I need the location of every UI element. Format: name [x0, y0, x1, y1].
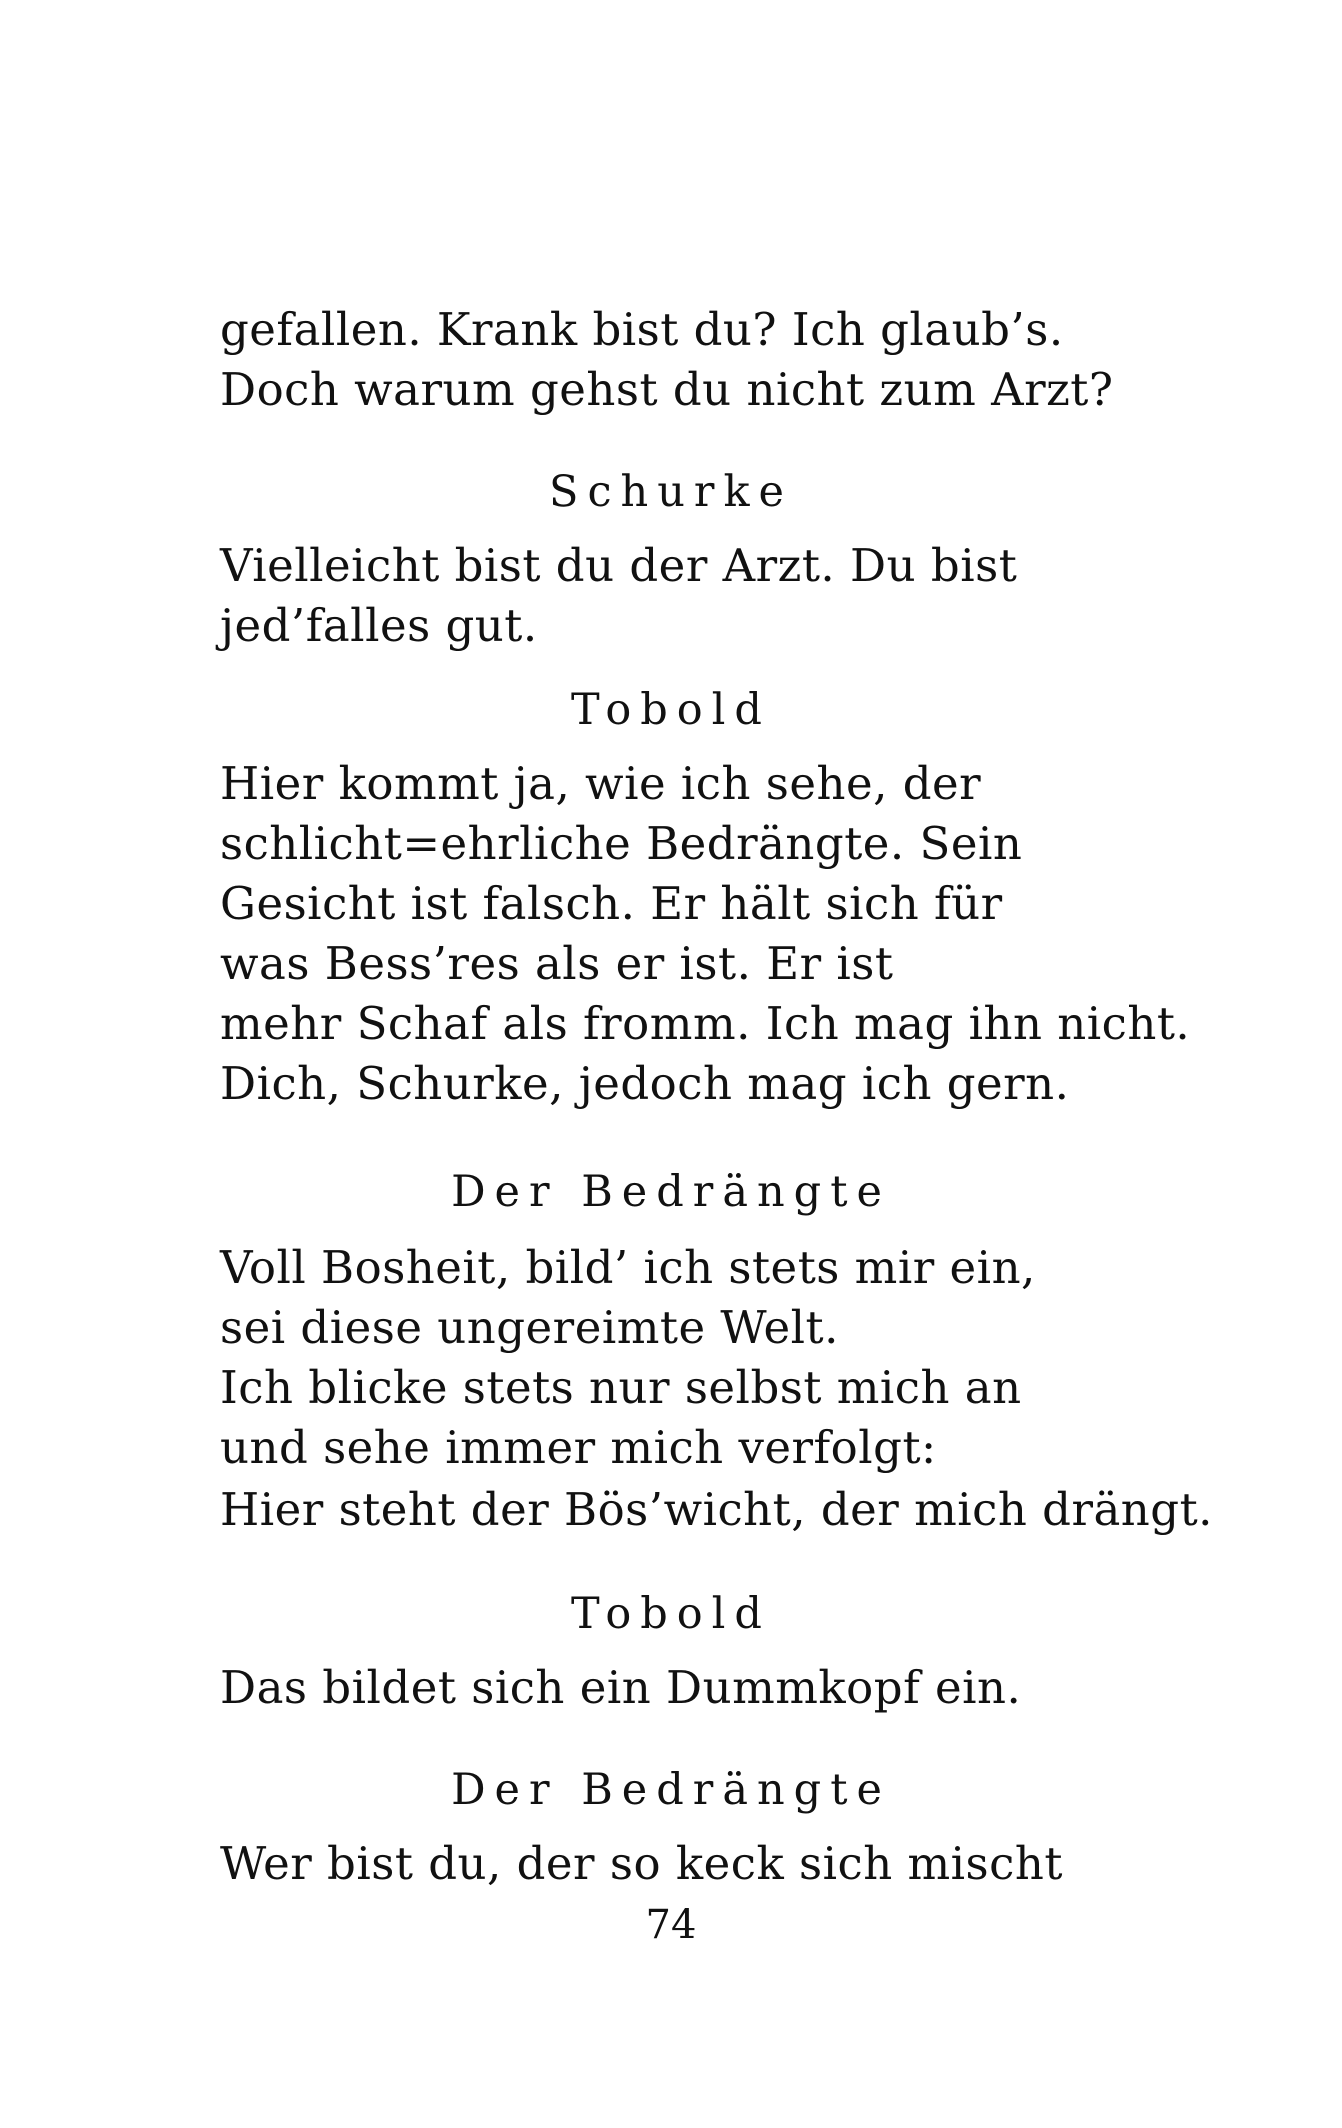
verse-line: sei diese ungereimte Welt.: [220, 1301, 839, 1354]
verse-line: Gesicht ist falsch. Er hält sich für: [220, 877, 1003, 930]
speaker-name: Der Bedrängte: [451, 1765, 891, 1815]
verse-line: Vielleicht bist du der Arzt. Du bist: [220, 539, 1018, 592]
verse-line: Das bildet sich ein Dummkopf ein.: [220, 1661, 1022, 1714]
verse-line: jed’falles gut.: [220, 599, 538, 652]
verse-line: Hier steht der Bös’wicht, der mich drängt.: [220, 1483, 1213, 1536]
verse-line: was Bess’res als er ist. Er ist: [220, 937, 894, 990]
speaker-name: Schurke: [549, 467, 793, 517]
page-number: 74: [645, 1902, 697, 1948]
speaker-name: Tobold: [571, 1589, 771, 1639]
verse-line: gefallen. Krank bist du? Ich glaub’s.: [220, 303, 1064, 356]
verse-line: Hier kommt ja, wie ich sehe, der: [220, 757, 982, 810]
verse-line: Wer bist du, der so keck sich mischt: [220, 1837, 1063, 1890]
speaker-name: Der Bedrängte: [451, 1167, 891, 1217]
verse-line: Voll Bosheit, bild’ ich stets mir ein,: [220, 1241, 1036, 1294]
verse-line: Dich, Schurke, jedoch mag ich gern.: [220, 1057, 1070, 1110]
verse-line: Doch warum gehst du nicht zum Arzt?: [220, 363, 1114, 416]
verse-line: und sehe immer mich verfolgt:: [220, 1421, 937, 1474]
speaker-name: Tobold: [571, 685, 771, 735]
verse-line: mehr Schaf als fromm. Ich mag ihn nicht.: [220, 997, 1191, 1050]
verse-line: Ich blicke stets nur selbst mich an: [220, 1361, 1022, 1414]
verse-line: schlicht=ehrliche Bedrängte. Sein: [220, 817, 1023, 870]
